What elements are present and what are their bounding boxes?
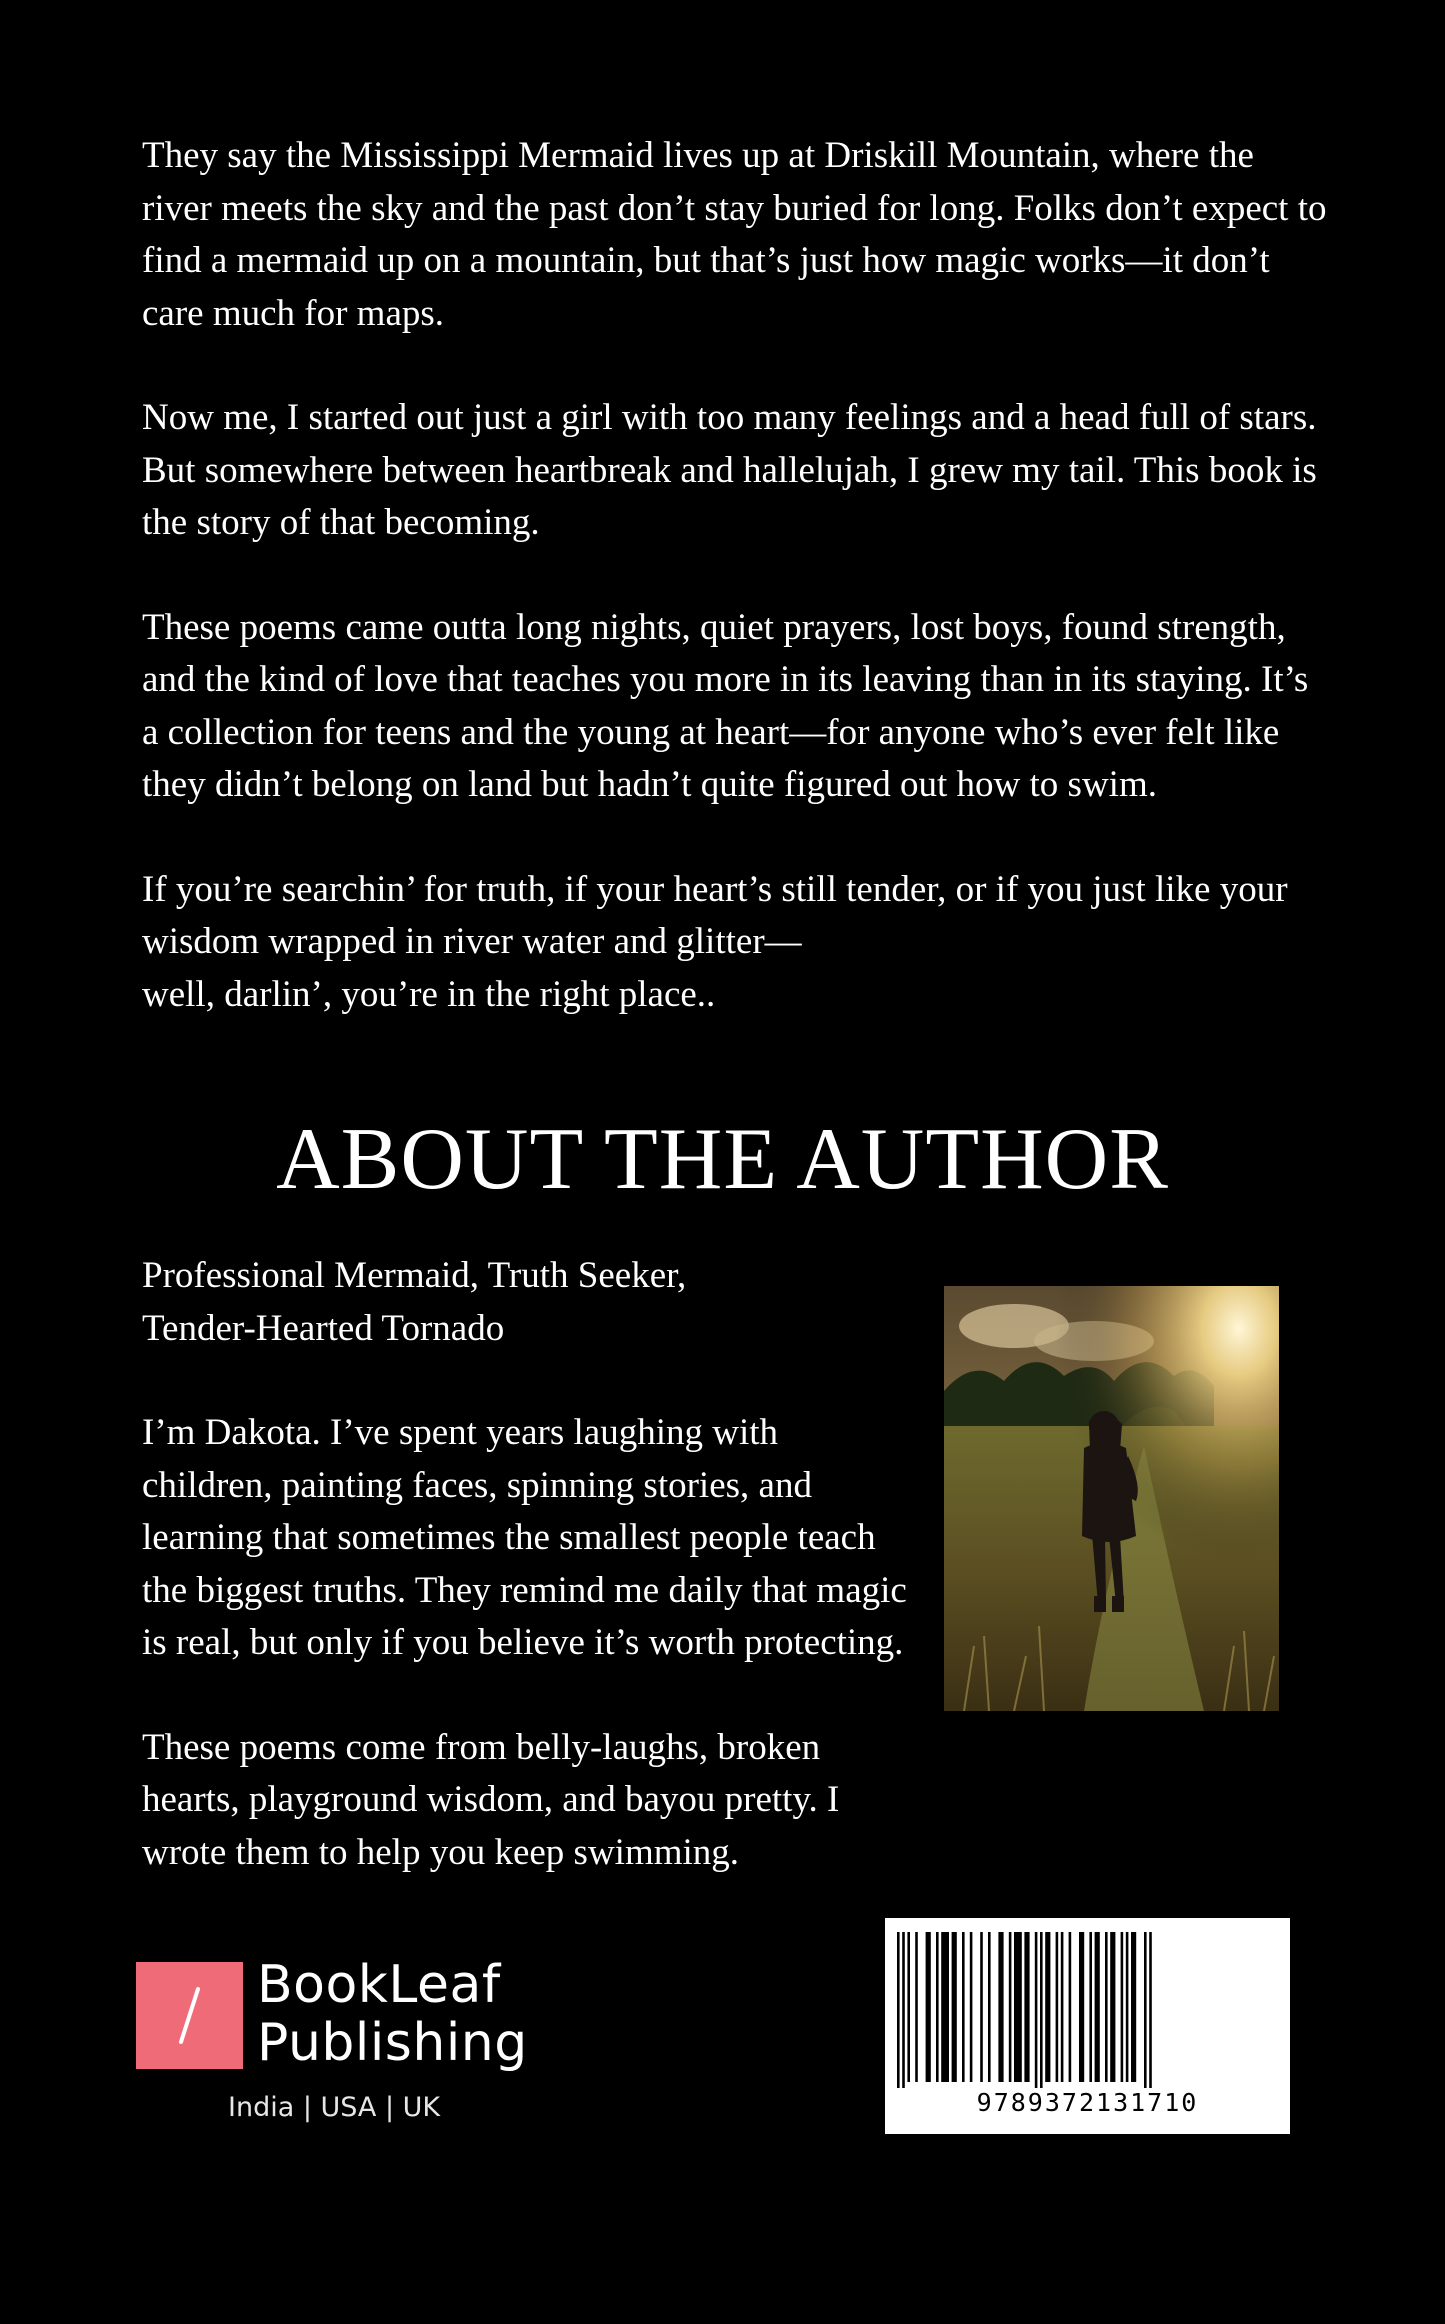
blurb-paragraph-4: [142, 864, 1332, 1022]
barcode-bar: [1149, 1932, 1152, 2088]
author-tagline: [142, 1250, 912, 1355]
barcode-bar: [1061, 1932, 1064, 2082]
author-photo: [944, 1286, 1279, 1711]
publisher-regions: India | USA | UK: [228, 2092, 441, 2123]
barcode-bar: [926, 1932, 931, 2082]
barcode-bar: [1079, 1932, 1084, 2082]
publisher-logo: [136, 1955, 556, 2132]
author-bio: [142, 1250, 912, 1931]
barcode-bar: [941, 1932, 949, 2082]
barcode-bar: [1131, 1932, 1136, 2082]
blurb-paragraph-3: These poems came outta long nights, quiet prayers, lost boys, found strength, and the kind of love that teaches you more in its leaving than in its staying. It’s a collection for teens and the young at heart—for anyone who’s ever felt like they didn’t belong on land but hadn’t quite figured out how to swim.: [142, 606, 1309, 805]
barcode-bar: [962, 1932, 965, 2082]
barcode-bar: [1144, 1932, 1147, 2088]
barcode-bars: [885, 1918, 1290, 2088]
about-author-heading: ABOUT THE AUTHOR: [276, 1111, 1169, 1208]
barcode-bar: [988, 1932, 991, 2082]
publisher-name-line-1: BookLeaf: [257, 1955, 501, 2015]
tagline-line-2: Tender-Hearted Tornado: [142, 1307, 505, 1349]
barcode-bar: [936, 1932, 939, 2082]
publisher-logo-mark: [136, 1962, 243, 2069]
barcode-bar: [970, 1932, 973, 2082]
barcode-bar: [1009, 1932, 1012, 2082]
barcode-bar: [1056, 1932, 1059, 2082]
barcode-bar: [1105, 1932, 1108, 2082]
publisher-name-line-2: Publishing: [257, 2013, 528, 2073]
barcode-bar: [1110, 1932, 1115, 2082]
barcode-bar: [1069, 1932, 1072, 2082]
slash-icon: [136, 1962, 243, 2069]
author-bio-paragraph: I’m Dakota. I’ve spent years laughing with children, painting faces, spinning stories, and learning that sometimes the smallest people teach the biggest truths. They remind me daily that magic is real, but only if you believe it’s worth protecting.: [142, 1412, 907, 1663]
barcode-bar: [998, 1932, 1003, 2082]
barcode-bar: [902, 1932, 905, 2088]
barcode-bar: [1045, 1932, 1050, 2082]
barcode-bar: [1126, 1932, 1129, 2082]
barcode-bar: [980, 1932, 983, 2082]
barcode-bar: [915, 1932, 918, 2082]
barcode-bar: [1040, 1932, 1043, 2088]
isbn-barcode: [885, 1918, 1290, 2134]
blurb-line-a: If you’re searchin’ for truth, if your heart’s still tender, or if you just like your wisdom wrapped in river water and glitter—: [142, 868, 1288, 962]
barcode-bar: [907, 1932, 910, 2082]
barcode-bar: [897, 1932, 900, 2088]
barcode-bar: [1014, 1932, 1022, 2082]
barcode-bar: [1035, 1932, 1038, 2088]
barcode-bar: [952, 1932, 957, 2082]
barcode-bar: [1121, 1932, 1124, 2082]
blurb-paragraph-2: Now me, I started out just a girl with too many feelings and a head full of stars. But somewhere between heartbreak and hallelujah, I grew my tail. This book is the story of that becoming.: [142, 397, 1317, 543]
barcode-bar: [1095, 1932, 1100, 2082]
barcode-bar: [1089, 1932, 1092, 2082]
publisher-name: [257, 1956, 528, 2072]
isbn-number: 9789372131710: [976, 2088, 1199, 2117]
author-closing-paragraph: These poems come from belly-laughs, broken hearts, playground wisdom, and bayou pretty. I wrote them to help you keep swimming.: [142, 1726, 840, 1873]
blurb-paragraph-1: They say the Mississippi Mermaid lives up at Driskill Mountain, where the river meets the sky and the past don’t stay buried for long. Folks don’t expect to find a mermaid up on a mountain, but that’s just how magic works—it don’t care much for maps.: [142, 135, 1327, 334]
blurb-line-b: well, darlin’, you’re in the right place..: [142, 973, 716, 1015]
back-cover-blurb: [142, 130, 1332, 1073]
barcode-bar: [1024, 1932, 1029, 2082]
tagline-line-1: Professional Mermaid, Truth Seeker,: [142, 1255, 687, 1296]
